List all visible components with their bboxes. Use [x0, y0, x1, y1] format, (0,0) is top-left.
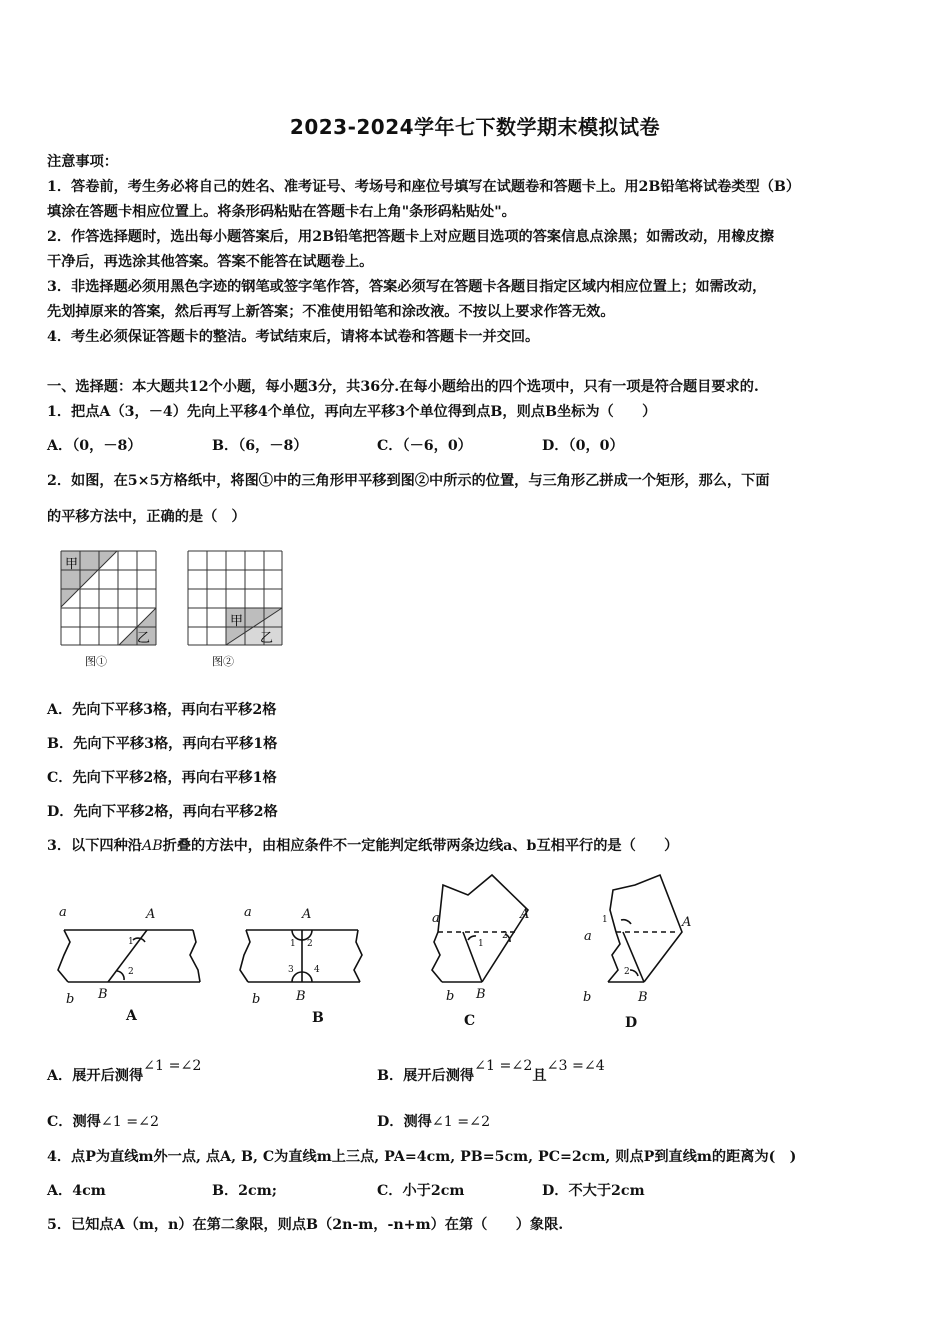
- q1-option-a: A．（0，－8）: [47, 438, 142, 454]
- q3-option-c-text: C．测得: [47, 1114, 101, 1130]
- line-a-label: a: [244, 905, 252, 920]
- q3-option-b-math2: ∠3 =∠4: [546, 1058, 605, 1074]
- angle-2-label: 2: [128, 967, 134, 977]
- triangle-yi-label: 乙: [260, 631, 274, 646]
- angle-1-label: 1: [290, 939, 296, 949]
- q1-option-b: B．（6，－8）: [212, 438, 308, 454]
- q2-option-c: C．先向下平移2格，再向右平移1格: [47, 770, 277, 786]
- q3-option-a: [47, 1058, 202, 1086]
- q3-stem-post: 折叠的方法中，由相应条件不一定能判定纸带两条边线a、b互相平行的是（ ）: [162, 838, 679, 854]
- line-b-label: b: [66, 992, 75, 1007]
- point-a-label: A: [302, 907, 312, 922]
- notice-line: 4．考生必须保证答题卡的整洁。考试结束后，请将本试卷和答题卡一并交回。: [47, 329, 540, 345]
- q3-stem-ab: AB: [142, 838, 163, 854]
- figure-b-caption: B: [312, 1010, 324, 1026]
- angle-2-label: 2: [307, 939, 313, 949]
- q3-option-c-math: ∠1 =∠2: [100, 1114, 160, 1130]
- point-a-label: A: [520, 907, 530, 922]
- q4-option-d: D．不大于2cm: [542, 1183, 645, 1199]
- question-5-stem: 5．已知点A（m，n）在第二象限，则点B（2n-m，-n+m）在第（ ）象限.: [47, 1217, 564, 1233]
- q2-option-d: D．先向下平移2格，再向右平移2格: [47, 804, 278, 820]
- triangle-yi-label: 乙: [137, 631, 151, 646]
- grid-figure-2: [182, 545, 292, 675]
- line-b-label: b: [446, 989, 455, 1004]
- question-2-stem: 的平移方法中，正确的是（ ）: [47, 509, 246, 525]
- point-b-label: B: [638, 990, 648, 1005]
- notice-heading: 注意事项：: [47, 154, 118, 170]
- q3-stem-pre: 3．以下四种沿: [47, 838, 142, 854]
- point-a-label: A: [146, 907, 156, 922]
- notice-line: 1．答卷前，考生务必将自己的姓名、准考证号、考场号和座位号填写在试题卷和答题卡上。用2B铅笔将试卷类型（B）: [47, 179, 801, 195]
- angle-2-label: 2: [502, 931, 508, 941]
- q3-option-b-math1: ∠1 =∠2: [474, 1058, 533, 1074]
- triangle-jia-label: 甲: [65, 557, 79, 572]
- q4-option-c: C．小于2cm: [377, 1183, 465, 1199]
- q3-option-d-text: D．测得: [377, 1114, 432, 1130]
- figure-1-caption: 图①: [85, 655, 107, 668]
- point-b-label: B: [296, 989, 306, 1004]
- q3-option-b: [377, 1058, 605, 1086]
- angle-3-label: 3: [288, 965, 294, 975]
- question-3-stem: [47, 836, 907, 856]
- notice-line: 填涂在答题卡相应位置上。将条形码粘贴在答题卡右上角"条形码粘贴处"。: [47, 204, 516, 220]
- point-b-label: B: [98, 987, 108, 1002]
- line-a-label: a: [584, 929, 592, 944]
- angle-1-label: 1: [128, 937, 134, 947]
- q4-option-b: B．2cm;: [212, 1183, 277, 1199]
- q3-option-a-text: A．展开后测得: [47, 1068, 144, 1084]
- question-4-stem: 4．点P为直线m外一点, 点A, B, C为直线m上三点, PA=4cm, PB=5cm, PC=2cm, 则点P到直线m的距离为( ): [47, 1149, 797, 1165]
- line-b-label: b: [583, 990, 592, 1005]
- figure-a-caption: A: [126, 1008, 137, 1024]
- q3-option-b-text: B．展开后测得: [377, 1068, 475, 1084]
- question-2-stem: 2．如图，在5×5方格纸中，将图①中的三角形甲平移到图②中所示的位置，与三角形乙拼成一个矩形，那么，下面: [47, 473, 770, 489]
- q3-option-d-math: ∠1 =∠2: [431, 1114, 491, 1130]
- q2-option-a: A．先向下平移3格，再向右平移2格: [47, 702, 277, 718]
- point-b-label: B: [476, 987, 486, 1002]
- q1-option-d: D．（0，0）: [542, 438, 624, 454]
- q3-option-c: [47, 1112, 159, 1132]
- q2-option-b: B．先向下平移3格，再向右平移1格: [47, 736, 278, 752]
- folding-figures: [50, 870, 690, 1035]
- point-a-label: A: [682, 915, 692, 930]
- angle-1-label: 1: [478, 939, 484, 949]
- triangle-jia-label: 甲: [230, 614, 244, 629]
- q1-option-c: C．（－6，0）: [377, 438, 472, 454]
- angle-2-label: 2: [624, 967, 630, 977]
- figure-d-caption: D: [625, 1015, 638, 1031]
- notice-line: 3．非选择题必须用黑色字迹的钢笔或签字笔作答，答案必须写在答题卡各题目指定区域内相应位置上；如需改动，: [47, 279, 767, 295]
- section-heading: 一、选择题：本大题共12个小题，每小题3分，共36分.在每小题给出的四个选项中，只有一项是符合题目要求的.: [47, 379, 759, 395]
- q3-option-b-and: 且: [532, 1068, 547, 1084]
- grid-figure-1: [55, 545, 165, 675]
- line-a-label: a: [432, 911, 440, 926]
- angle-1-label: 1: [602, 915, 608, 925]
- line-b-label: b: [252, 992, 261, 1007]
- figure-c-caption: C: [464, 1013, 476, 1029]
- angle-4-label: 4: [314, 965, 320, 975]
- line-a-label: a: [59, 905, 67, 920]
- q3-option-a-math: ∠1 =∠2: [143, 1058, 202, 1074]
- notice-line: 先划掉原来的答案，然后再写上新答案；不准使用铅笔和涂改液。不按以上要求作答无效。: [47, 304, 615, 320]
- q3-option-d: [377, 1112, 490, 1132]
- q4-option-a: A．4cm: [47, 1183, 106, 1199]
- question-1-stem: 1．把点A（3，－4）先向上平移4个单位，再向左平移3个单位得到点B，则点B坐标为（ ）: [47, 404, 657, 420]
- notice-line: 2．作答选择题时，选出每小题答案后，用2B铅笔把答题卡上对应题目选项的答案信息点涂黑；如需改动，用橡皮擦: [47, 229, 774, 245]
- notice-line: 干净后，再选涂其他答案。答案不能答在试题卷上。: [47, 254, 374, 270]
- figure-2-caption: 图②: [212, 655, 234, 668]
- page-title: 2023-2024学年七下数学期末模拟试卷: [289, 115, 661, 139]
